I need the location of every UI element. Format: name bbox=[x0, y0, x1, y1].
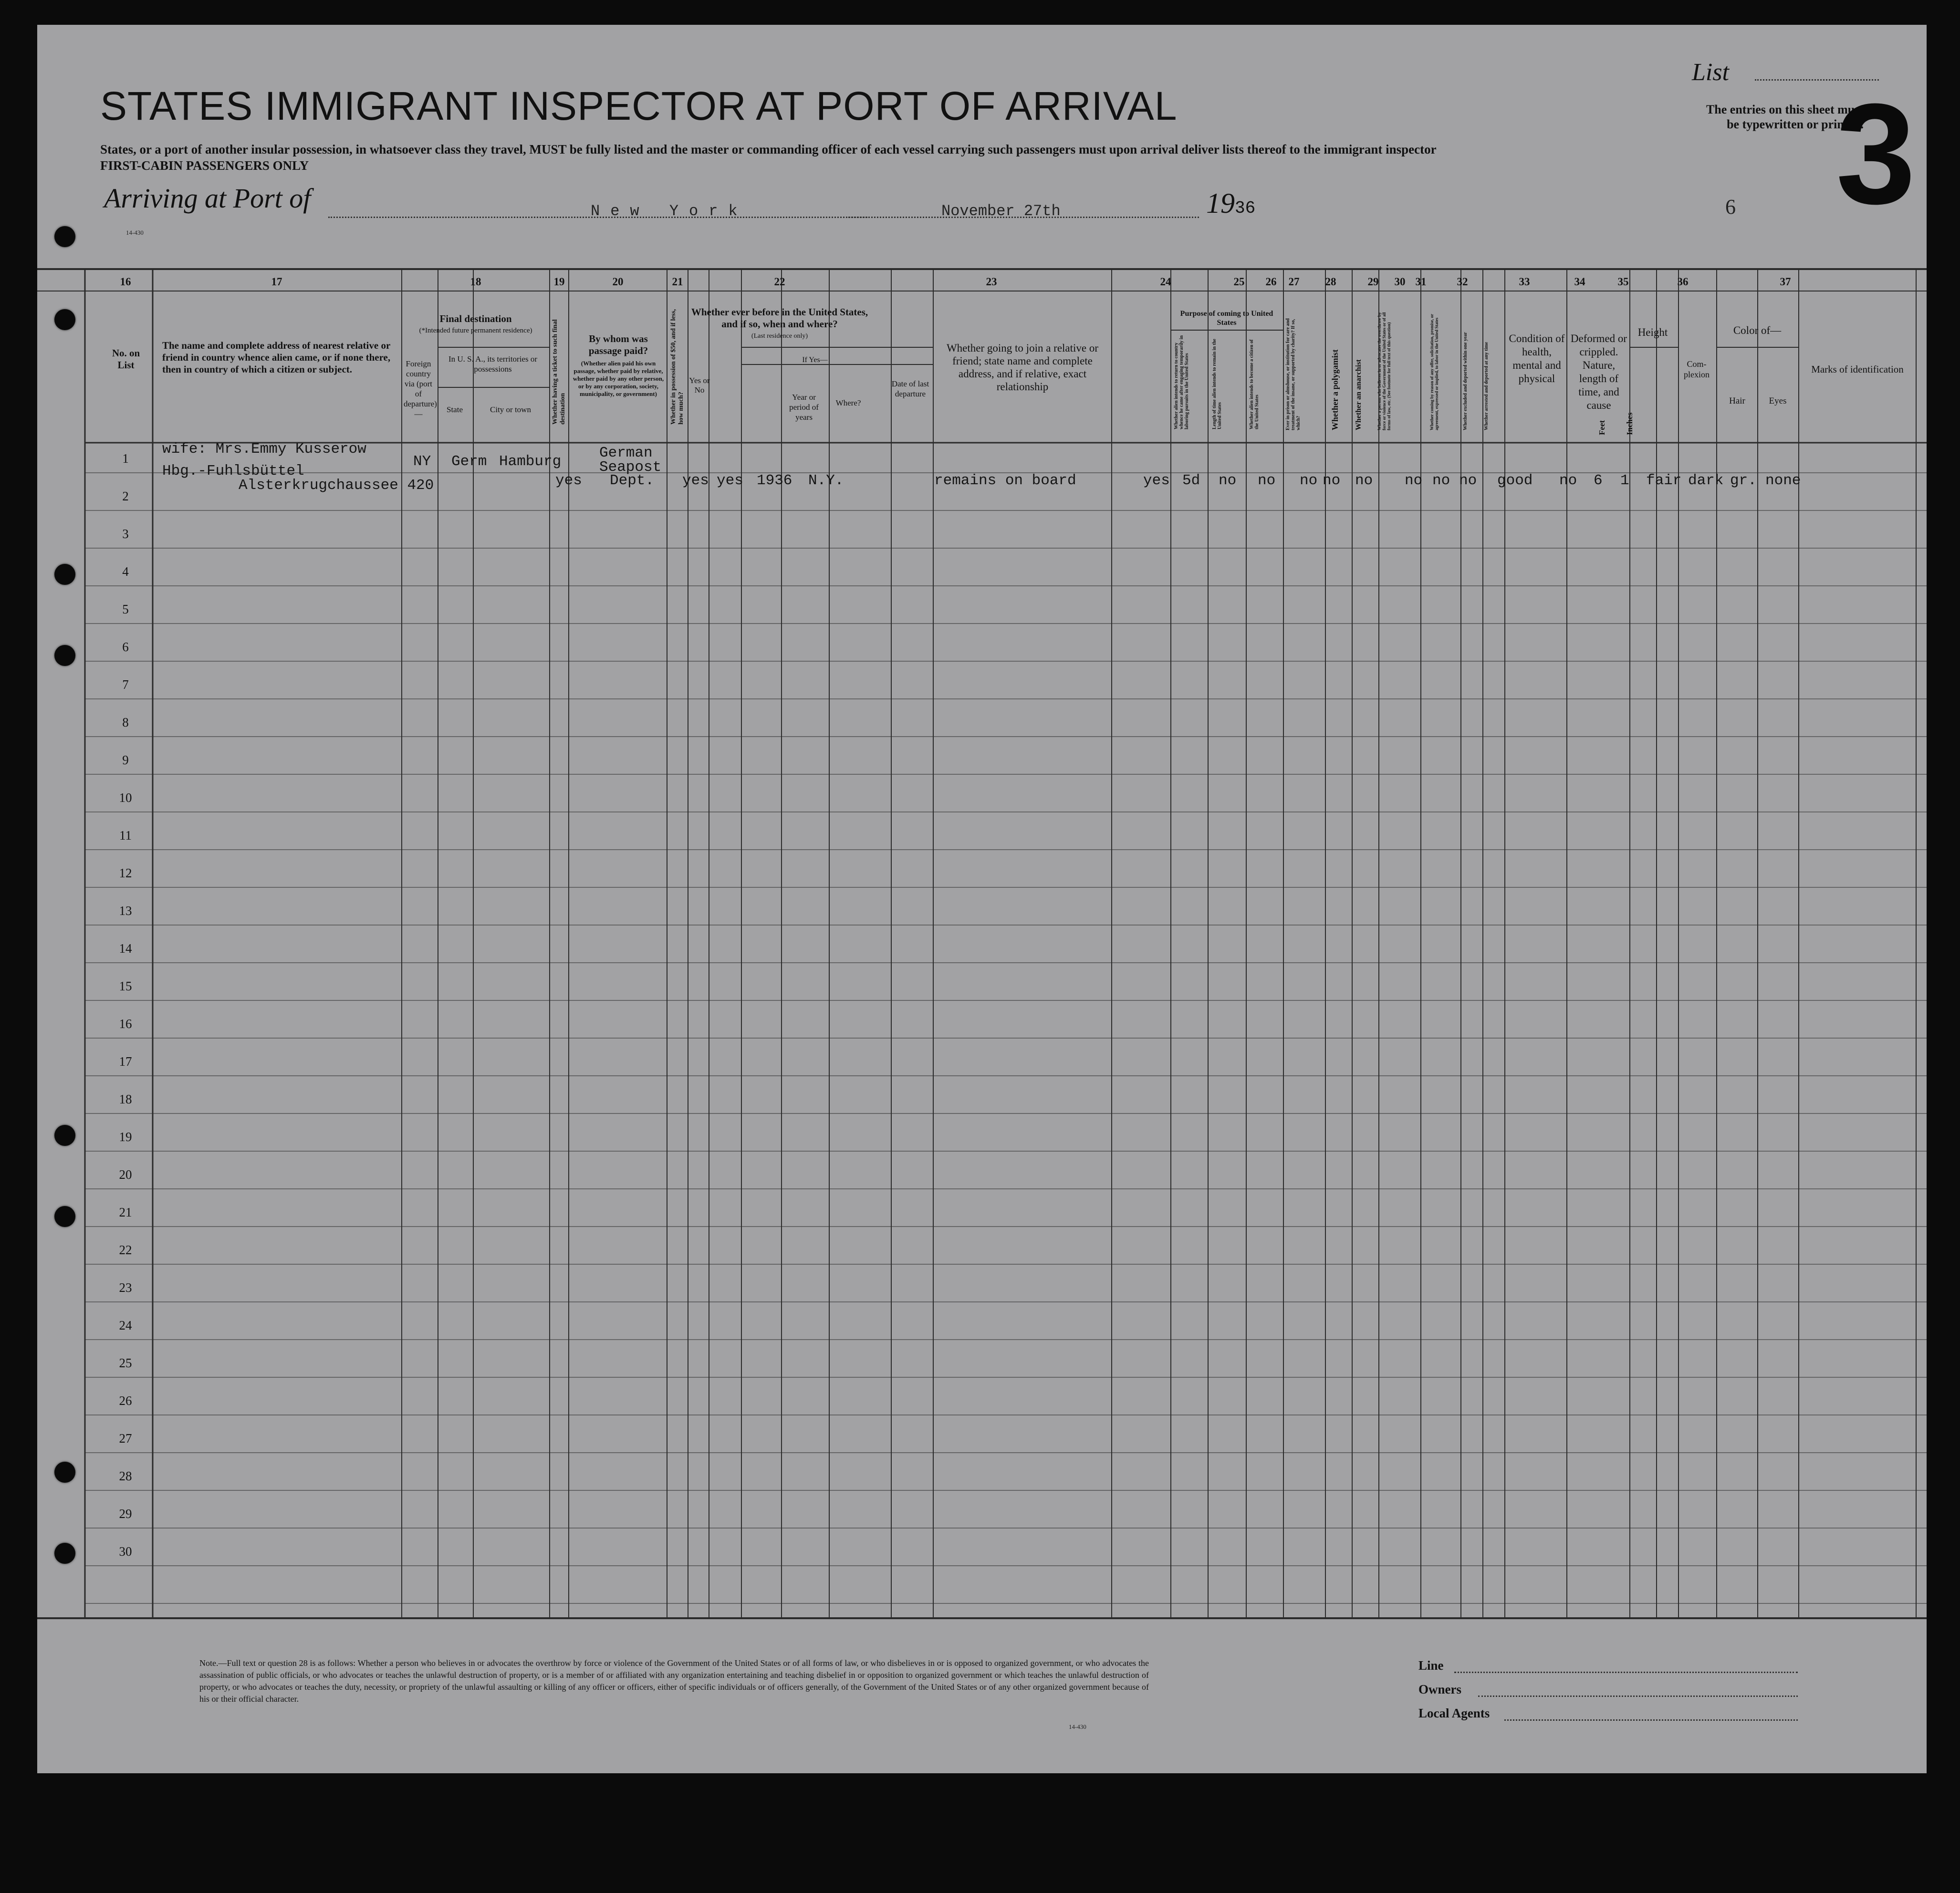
entry-where: N.Y. bbox=[808, 472, 844, 489]
entry-arrested: no bbox=[1459, 472, 1477, 489]
entry-feet: 6 bbox=[1594, 472, 1603, 489]
header-no-on-list: No. on List bbox=[112, 347, 140, 371]
row-number: 12 bbox=[119, 866, 132, 880]
line-label: Line bbox=[1418, 1658, 1444, 1673]
header-city: City or town bbox=[490, 405, 531, 414]
entry-paid-by-2: Seapost bbox=[599, 459, 662, 476]
local-agents-label: Local Agents bbox=[1418, 1706, 1490, 1720]
entry-anarchist: no bbox=[1323, 472, 1341, 489]
form-code-top: 14-430 bbox=[126, 229, 144, 236]
row-number: 29 bbox=[119, 1507, 132, 1521]
row-number: 3 bbox=[122, 527, 129, 541]
intro-line-1: States, or a port of another insular possession, in whatsoever class they travel, MUST be fully listed and the master or commanding officer of each vessel carrying such passengers must upon arrival deliver lists thereof to the immigrant inspector bbox=[100, 142, 1437, 156]
row-number: 24 bbox=[119, 1318, 132, 1332]
header-deformed: Deformed or crippled. Nature, length of time, and cause bbox=[1570, 333, 1627, 411]
header-in-usa: In U. S. A., its territories or possessions bbox=[448, 354, 538, 374]
list-label: List bbox=[1692, 59, 1730, 86]
manifest-sheet bbox=[37, 25, 1927, 1773]
header-height: Height bbox=[1637, 326, 1668, 338]
header-departure: Date of last departure bbox=[891, 379, 929, 398]
entry-excluded: no bbox=[1432, 472, 1450, 489]
header-yes-no: Yes or No bbox=[689, 376, 710, 395]
header-length-of-stay: Length of time alien intends to remain in the United States bbox=[1212, 339, 1222, 429]
row-number: 1 bbox=[122, 451, 129, 466]
row-number: 16 bbox=[119, 1017, 132, 1031]
row-number: 17 bbox=[119, 1054, 132, 1069]
entry-join: remains on board bbox=[934, 472, 1076, 489]
entry-foreign-country: NY bbox=[413, 453, 431, 470]
header-period: Year or period of years bbox=[789, 393, 819, 422]
entries-note-line-1: The entries on this sheet must bbox=[1706, 103, 1864, 116]
row-number: 6 bbox=[122, 640, 129, 654]
entry-paid-by-3: Dept. bbox=[610, 472, 655, 489]
header-foreign-country: Foreign country via (port of departure)— bbox=[404, 359, 437, 418]
col-num-24: 24 bbox=[1160, 276, 1171, 288]
header-excluded: Whether excluded and deported within one year bbox=[1463, 332, 1468, 430]
handwritten-number: 6 bbox=[1725, 195, 1736, 218]
row-number: 22 bbox=[119, 1243, 132, 1257]
col-num-31: 31 bbox=[1415, 276, 1427, 288]
header-anarchist: Whether an anarchist bbox=[1355, 359, 1363, 430]
header-prison: Ever in prison or almshouse, or institution for care and treatment of the insane, or supported by charity? If so, which? bbox=[1285, 318, 1301, 430]
col-num-30: 30 bbox=[1394, 276, 1406, 288]
header-polygamist: Whether a polygamist bbox=[1330, 349, 1340, 430]
row-number: 25 bbox=[119, 1356, 132, 1370]
entry-relative-line-2: Hbg.-Fuhlsbüttel bbox=[162, 463, 304, 479]
row-number: 11 bbox=[119, 828, 132, 842]
form-code-bottom: 14-430 bbox=[1069, 1723, 1086, 1730]
col-num-18: 18 bbox=[470, 276, 481, 288]
header-offer: Whether coming by reason of any offer, solicitation, promise, or agreement, expressed or implied, to labor in the United States bbox=[1429, 314, 1439, 430]
entry-length-of-stay: 5d bbox=[1182, 472, 1200, 489]
entry-return-intent: yes bbox=[1143, 472, 1170, 489]
row-number: 20 bbox=[119, 1167, 132, 1182]
entry-city: Hamburg bbox=[499, 453, 562, 470]
header-color-of: Color of— bbox=[1733, 324, 1782, 336]
entry-has-50: yes bbox=[682, 472, 709, 489]
header-if-yes: If Yes— bbox=[802, 356, 828, 364]
header-purpose: Purpose of coming to United States bbox=[1180, 310, 1273, 327]
header-become-citizen: Whether alien intends to become a citizen of the United States bbox=[1249, 339, 1260, 429]
header-been-before bbox=[689, 306, 870, 342]
entry-inches: 1 bbox=[1620, 472, 1629, 489]
header-ticket: Whether having a ticket to such final destination bbox=[552, 319, 566, 425]
entry-prison: no bbox=[1258, 472, 1276, 489]
entry-relative-line-1: wife: Mrs.Emmy Kusserow bbox=[162, 441, 366, 458]
row-number: 5 bbox=[122, 602, 129, 616]
row-number: 15 bbox=[119, 979, 132, 993]
owners-dotted-line bbox=[1478, 1695, 1798, 1697]
row-number: 21 bbox=[119, 1205, 132, 1219]
final-destination-label: Final destination bbox=[439, 313, 512, 324]
header-complexion: Com-plexion bbox=[1684, 359, 1710, 379]
col-num-16: 16 bbox=[120, 276, 131, 288]
col-num-35: 35 bbox=[1617, 276, 1629, 288]
header-relative: The name and complete address of nearest relative or friend in country whence alien came, or if none there, then in country of which a citizen or subject. bbox=[162, 340, 391, 375]
row-number: 27 bbox=[119, 1431, 132, 1446]
header-passage-paid bbox=[572, 333, 665, 398]
row-number: 28 bbox=[119, 1469, 132, 1483]
entry-complexion: fair bbox=[1646, 472, 1682, 489]
col-num-25: 25 bbox=[1233, 276, 1245, 288]
entry-deformed: no bbox=[1559, 472, 1577, 489]
header-has-50: Whether in possession of $50, and if less, how much? bbox=[670, 309, 685, 425]
entry-hair: dark bbox=[1688, 472, 1724, 489]
header-hair: Hair bbox=[1729, 396, 1745, 406]
entry-offer: no bbox=[1405, 472, 1423, 489]
col-num-33: 33 bbox=[1519, 276, 1530, 288]
header-inches: Inches bbox=[1625, 412, 1634, 435]
row-number: 18 bbox=[119, 1092, 132, 1106]
col-num-22: 22 bbox=[774, 276, 785, 288]
col-num-19: 19 bbox=[553, 276, 565, 288]
been-before-sub: (Last residence only) bbox=[751, 333, 808, 340]
row-number: 19 bbox=[119, 1130, 132, 1144]
entry-marks: none bbox=[1765, 472, 1801, 489]
passage-paid-sub: (Whether alien paid his own passage, whether paid by relative, whether paid by any other person, or by any corporation, society, municipality, or government) bbox=[573, 360, 664, 397]
owners-label: Owners bbox=[1418, 1682, 1461, 1696]
row-number: 9 bbox=[122, 753, 129, 767]
line-dotted-line bbox=[1454, 1671, 1798, 1673]
row-number: 23 bbox=[119, 1280, 132, 1295]
col-num-29: 29 bbox=[1367, 276, 1379, 288]
date-value: November 27th bbox=[941, 202, 1061, 220]
header-feet: Feet bbox=[1597, 420, 1606, 435]
header-return-intent: Whether alien intends to return to country whence he came after engaging temporarily in laboring pursuits in the United States bbox=[1174, 335, 1189, 429]
col-num-28: 28 bbox=[1325, 276, 1336, 288]
entry-citizen: no bbox=[1219, 472, 1237, 489]
form-title: STATES IMMIGRANT INSPECTOR AT PORT OF ARRIVAL bbox=[100, 83, 1178, 128]
intro-line-2: FIRST-CABIN PASSENGERS ONLY bbox=[100, 158, 309, 173]
col-num-20: 20 bbox=[612, 276, 624, 288]
been-before-label: Whether ever before in the United States, and if so, when and where? bbox=[691, 306, 868, 330]
entry-eyes: gr. bbox=[1730, 472, 1757, 489]
entry-been-before: yes bbox=[717, 472, 743, 489]
header-health: Condition of health, mental and physical bbox=[1509, 333, 1565, 385]
header-where: Where? bbox=[835, 398, 861, 407]
row-number: 30 bbox=[119, 1544, 132, 1559]
entry-relative-line-3: Alsterkrugchaussee 420 bbox=[239, 477, 434, 494]
row-number: 10 bbox=[119, 790, 132, 805]
col-num-26: 26 bbox=[1265, 276, 1277, 288]
col-num-36: 36 bbox=[1677, 276, 1689, 288]
port-value: New York bbox=[591, 202, 748, 220]
col-num-17: 17 bbox=[271, 276, 282, 288]
header-arrested: Whether arrested and deported at any time bbox=[1484, 342, 1489, 430]
row-number: 13 bbox=[119, 904, 132, 918]
entry-polygamist: no bbox=[1300, 472, 1318, 489]
col-num-37: 37 bbox=[1780, 276, 1791, 288]
header-join-relative: Whether going to join a relative or friend; state name and complete address, and if relative, exact relationship bbox=[946, 342, 1099, 393]
entry-overthrow: no bbox=[1355, 472, 1373, 489]
row-number: 2 bbox=[122, 489, 129, 503]
agents-dotted-line bbox=[1504, 1718, 1798, 1721]
header-marks: Marks of identification bbox=[1811, 364, 1904, 375]
col-num-32: 32 bbox=[1457, 276, 1468, 288]
row-number: 7 bbox=[122, 677, 129, 692]
passage-paid-label: By whom was passage paid? bbox=[588, 333, 648, 356]
entry-state: Germ bbox=[451, 453, 487, 470]
header-eyes: Eyes bbox=[1769, 396, 1787, 406]
col-num-34: 34 bbox=[1574, 276, 1585, 288]
final-destination-sub: (*Intended future permanent residence) bbox=[419, 327, 532, 334]
year-prefix: 19 bbox=[1206, 187, 1235, 219]
row-number: 14 bbox=[119, 941, 132, 956]
header-final-destination bbox=[403, 313, 549, 337]
row-number: 26 bbox=[119, 1394, 132, 1408]
header-state: State bbox=[447, 405, 463, 414]
entry-paid-by-1: German bbox=[599, 445, 653, 461]
footnote-question-28: Note.—Full text or question 28 is as follows: Whether a person who believes in or advocates the overthrow by force or violence of the Government of the United States or of all forms of law, or who disbelieves in or is opposed to organized government, or who advocates the assassination of public officials, or who advocates or teaches the unlawful destruction of property, or is a member of or affiliated with any organization entertaining and teaching disbelief in or opposition to organized government or which teaches the unlawful destruction of property, or who advocates or teaches the duty, necessity, or propriety of the unlawful assaulting or killing of any officer or officers, either of specific individuals or of officers generally, of the Government of the United States or of any other organized government because of his or their official character. bbox=[199, 1658, 1149, 1704]
year-suffix: 36 bbox=[1235, 198, 1256, 218]
entry-ticket: yes bbox=[555, 472, 582, 489]
header-overthrow: Whether a person who believes in or advocates the overthrow by force or violence of the Government of the United States or of all forms of law, etc. (See footnote for full text of this question) bbox=[1377, 312, 1391, 430]
entry-health: good bbox=[1497, 472, 1533, 489]
row-number: 4 bbox=[122, 564, 129, 579]
arriving-label: Arriving at Port of bbox=[104, 183, 311, 214]
col-num-27: 27 bbox=[1288, 276, 1300, 288]
col-num-23: 23 bbox=[986, 276, 997, 288]
entries-note-line-2: be typewritten or printed. bbox=[1727, 117, 1864, 131]
entry-year: 1936 bbox=[757, 472, 792, 489]
col-num-21: 21 bbox=[672, 276, 683, 288]
row-number: 8 bbox=[122, 715, 129, 729]
sheet-number: 3 bbox=[1836, 73, 1916, 234]
